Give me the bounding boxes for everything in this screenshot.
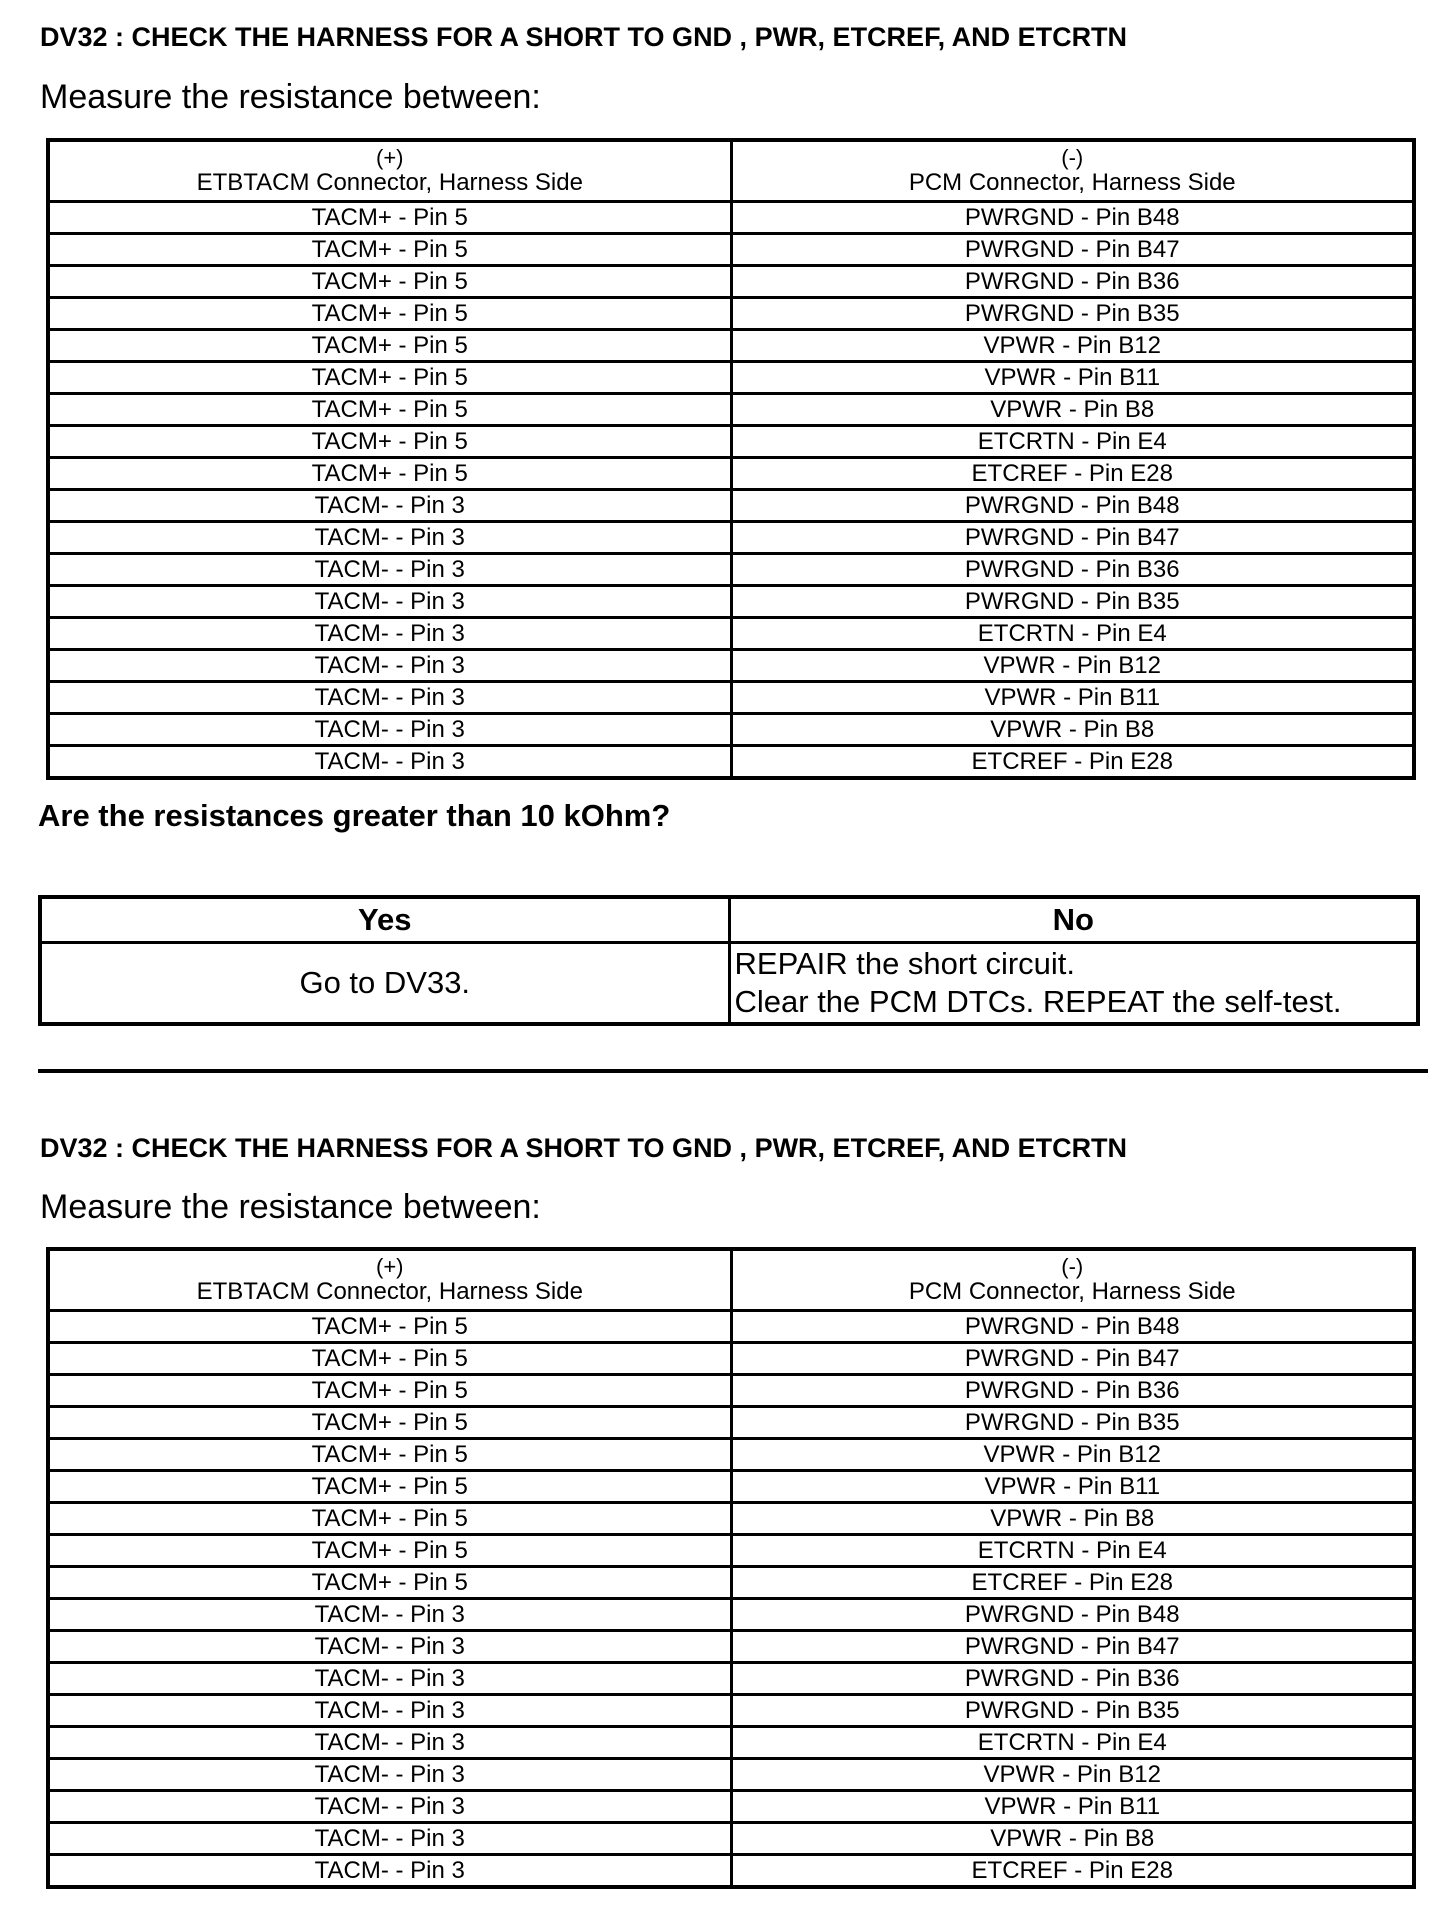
- table-header-row: [48, 1249, 1414, 1311]
- table-row: [48, 1759, 1414, 1791]
- yes-no-action-row: [40, 943, 1418, 1025]
- table-row: [48, 490, 1414, 522]
- section-2-instruction: Measure the resistance between:: [40, 1188, 541, 1226]
- positive-pin-cell: TACM- - Pin 3: [48, 714, 731, 746]
- table-header-row: [48, 140, 1414, 202]
- negative-pin-cell: VPWR - Pin B8: [731, 1823, 1414, 1855]
- positive-sign: (+): [376, 1254, 404, 1279]
- header-negative-label: PCM Connector, Harness Side: [908, 1278, 1236, 1305]
- negative-pin-cell: ETCRTN - Pin E4: [731, 426, 1414, 458]
- negative-pin-cell: ETCRTN - Pin E4: [731, 618, 1414, 650]
- positive-pin-cell: TACM- - Pin 3: [48, 554, 731, 586]
- table-row: [48, 298, 1414, 330]
- negative-pin-cell: VPWR - Pin B11: [731, 1791, 1414, 1823]
- table-row: [48, 682, 1414, 714]
- negative-pin-cell: VPWR - Pin B12: [731, 650, 1414, 682]
- negative-pin-cell: ETCREF - Pin E28: [731, 1855, 1414, 1888]
- section-1-measurement-table: [46, 138, 1416, 780]
- table-row: [48, 1503, 1414, 1535]
- positive-pin-cell: TACM- - Pin 3: [48, 1823, 731, 1855]
- section-2-title: DV32 : CHECK THE HARNESS FOR A SHORT TO GND , PWR, ETCREF, AND ETCRTN: [40, 1133, 1128, 1163]
- table-row: [48, 554, 1414, 586]
- negative-pin-cell: VPWR - Pin B11: [731, 362, 1414, 394]
- positive-pin-cell: TACM- - Pin 3: [48, 1759, 731, 1791]
- negative-pin-cell: VPWR - Pin B11: [731, 682, 1414, 714]
- negative-pin-cell: PWRGND - Pin B35: [731, 1695, 1414, 1727]
- negative-pin-cell: ETCREF - Pin E28: [731, 1567, 1414, 1599]
- table-row: [48, 458, 1414, 490]
- positive-pin-cell: TACM+ - Pin 5: [48, 1375, 731, 1407]
- table-row: [48, 1535, 1414, 1567]
- positive-pin-cell: TACM+ - Pin 5: [48, 1567, 731, 1599]
- table-row: [48, 650, 1414, 682]
- positive-pin-cell: TACM+ - Pin 5: [48, 266, 731, 298]
- table-row: [48, 426, 1414, 458]
- positive-pin-cell: TACM- - Pin 3: [48, 1695, 731, 1727]
- yes-no-table: [38, 895, 1420, 1026]
- negative-pin-cell: ETCRTN - Pin E4: [731, 1535, 1414, 1567]
- negative-pin-cell: VPWR - Pin B8: [731, 714, 1414, 746]
- table-row: [48, 1727, 1414, 1759]
- section-divider: [38, 1069, 1428, 1073]
- negative-pin-cell: PWRGND - Pin B36: [731, 266, 1414, 298]
- negative-pin-cell: PWRGND - Pin B48: [731, 490, 1414, 522]
- positive-pin-cell: TACM- - Pin 3: [48, 1663, 731, 1695]
- positive-pin-cell: TACM- - Pin 3: [48, 490, 731, 522]
- positive-pin-cell: TACM+ - Pin 5: [48, 426, 731, 458]
- positive-pin-cell: TACM- - Pin 3: [48, 586, 731, 618]
- yes-action: Go to DV33.: [40, 943, 729, 1025]
- positive-pin-cell: TACM+ - Pin 5: [48, 1471, 731, 1503]
- table-row: [48, 1823, 1414, 1855]
- table-row: [48, 522, 1414, 554]
- positive-pin-cell: TACM- - Pin 3: [48, 746, 731, 779]
- table-row: [48, 1631, 1414, 1663]
- no-action-line-1: REPAIR the short circuit.: [734, 946, 1076, 981]
- positive-pin-cell: TACM+ - Pin 5: [48, 362, 731, 394]
- negative-pin-cell: PWRGND - Pin B36: [731, 1375, 1414, 1407]
- table-row: [48, 714, 1414, 746]
- positive-pin-cell: TACM+ - Pin 5: [48, 1407, 731, 1439]
- table-row: [48, 1695, 1414, 1727]
- yes-no-header-row: [40, 897, 1418, 943]
- positive-pin-cell: TACM- - Pin 3: [48, 1855, 731, 1888]
- positive-pin-cell: TACM- - Pin 3: [48, 682, 731, 714]
- negative-pin-cell: VPWR - Pin B8: [731, 1503, 1414, 1535]
- positive-pin-cell: TACM- - Pin 3: [48, 1791, 731, 1823]
- positive-pin-cell: TACM+ - Pin 5: [48, 298, 731, 330]
- negative-pin-cell: VPWR - Pin B11: [731, 1471, 1414, 1503]
- negative-pin-cell: PWRGND - Pin B36: [731, 1663, 1414, 1695]
- table-row: [48, 1407, 1414, 1439]
- positive-pin-cell: TACM+ - Pin 5: [48, 234, 731, 266]
- negative-sign: (-): [1061, 1254, 1084, 1279]
- negative-sign: (-): [1061, 145, 1084, 170]
- table-row: [48, 1343, 1414, 1375]
- negative-pin-cell: PWRGND - Pin B35: [731, 1407, 1414, 1439]
- negative-pin-cell: PWRGND - Pin B47: [731, 1631, 1414, 1663]
- positive-pin-cell: TACM- - Pin 3: [48, 1631, 731, 1663]
- negative-pin-cell: PWRGND - Pin B35: [731, 586, 1414, 618]
- negative-pin-cell: PWRGND - Pin B47: [731, 234, 1414, 266]
- table-row: [48, 1439, 1414, 1471]
- header-negative-column: [731, 1249, 1414, 1311]
- header-positive-column: [48, 140, 731, 202]
- no-header: No: [729, 897, 1418, 943]
- table-row: [48, 1855, 1414, 1888]
- positive-pin-cell: TACM+ - Pin 5: [48, 202, 731, 234]
- table-row: [48, 362, 1414, 394]
- yes-header: Yes: [40, 897, 729, 943]
- negative-pin-cell: PWRGND - Pin B48: [731, 1311, 1414, 1343]
- table-row: [48, 266, 1414, 298]
- header-positive-label: ETBTACM Connector, Harness Side: [196, 169, 583, 196]
- positive-pin-cell: TACM+ - Pin 5: [48, 1535, 731, 1567]
- section-2-measurement-table: [46, 1247, 1416, 1889]
- positive-pin-cell: TACM+ - Pin 5: [48, 330, 731, 362]
- negative-pin-cell: PWRGND - Pin B47: [731, 1343, 1414, 1375]
- positive-pin-cell: TACM+ - Pin 5: [48, 1439, 731, 1471]
- negative-pin-cell: ETCREF - Pin E28: [731, 746, 1414, 779]
- table-row: [48, 394, 1414, 426]
- negative-pin-cell: VPWR - Pin B12: [731, 330, 1414, 362]
- no-action: [729, 943, 1418, 1025]
- table-row: [48, 1375, 1414, 1407]
- positive-pin-cell: TACM+ - Pin 5: [48, 1343, 731, 1375]
- negative-pin-cell: ETCRTN - Pin E4: [731, 1727, 1414, 1759]
- negative-pin-cell: VPWR - Pin B8: [731, 394, 1414, 426]
- table-row: [48, 1663, 1414, 1695]
- table-row: [48, 330, 1414, 362]
- negative-pin-cell: PWRGND - Pin B48: [731, 202, 1414, 234]
- positive-pin-cell: TACM- - Pin 3: [48, 618, 731, 650]
- table-row: [48, 586, 1414, 618]
- positive-pin-cell: TACM+ - Pin 5: [48, 1503, 731, 1535]
- positive-pin-cell: TACM- - Pin 3: [48, 1727, 731, 1759]
- negative-pin-cell: VPWR - Pin B12: [731, 1439, 1414, 1471]
- table-row: [48, 618, 1414, 650]
- negative-pin-cell: VPWR - Pin B12: [731, 1759, 1414, 1791]
- table-row: [48, 1791, 1414, 1823]
- table-row: [48, 1599, 1414, 1631]
- no-action-line-2: Clear the PCM DTCs. REPEAT the self-test.: [734, 984, 1342, 1019]
- header-positive-column: [48, 1249, 731, 1311]
- positive-pin-cell: TACM+ - Pin 5: [48, 394, 731, 426]
- positive-pin-cell: TACM+ - Pin 5: [48, 1311, 731, 1343]
- table-row: [48, 202, 1414, 234]
- section-1-title: DV32 : CHECK THE HARNESS FOR A SHORT TO GND , PWR, ETCREF, AND ETCRTN: [40, 22, 1128, 52]
- negative-pin-cell: ETCREF - Pin E28: [731, 458, 1414, 490]
- header-negative-column: [731, 140, 1414, 202]
- section-1-instruction: Measure the resistance between:: [40, 78, 541, 116]
- header-negative-label: PCM Connector, Harness Side: [908, 169, 1236, 196]
- positive-pin-cell: TACM- - Pin 3: [48, 650, 731, 682]
- table-row: [48, 234, 1414, 266]
- table-row: [48, 1567, 1414, 1599]
- positive-sign: (+): [376, 145, 404, 170]
- table-row: [48, 1311, 1414, 1343]
- negative-pin-cell: PWRGND - Pin B47: [731, 522, 1414, 554]
- positive-pin-cell: TACM+ - Pin 5: [48, 458, 731, 490]
- section-1-question: Are the resistances greater than 10 kOhm?: [38, 798, 671, 833]
- negative-pin-cell: PWRGND - Pin B35: [731, 298, 1414, 330]
- negative-pin-cell: PWRGND - Pin B36: [731, 554, 1414, 586]
- positive-pin-cell: TACM- - Pin 3: [48, 1599, 731, 1631]
- table-row: [48, 1471, 1414, 1503]
- positive-pin-cell: TACM- - Pin 3: [48, 522, 731, 554]
- negative-pin-cell: PWRGND - Pin B48: [731, 1599, 1414, 1631]
- table-row: [48, 746, 1414, 779]
- header-positive-label: ETBTACM Connector, Harness Side: [196, 1278, 583, 1305]
